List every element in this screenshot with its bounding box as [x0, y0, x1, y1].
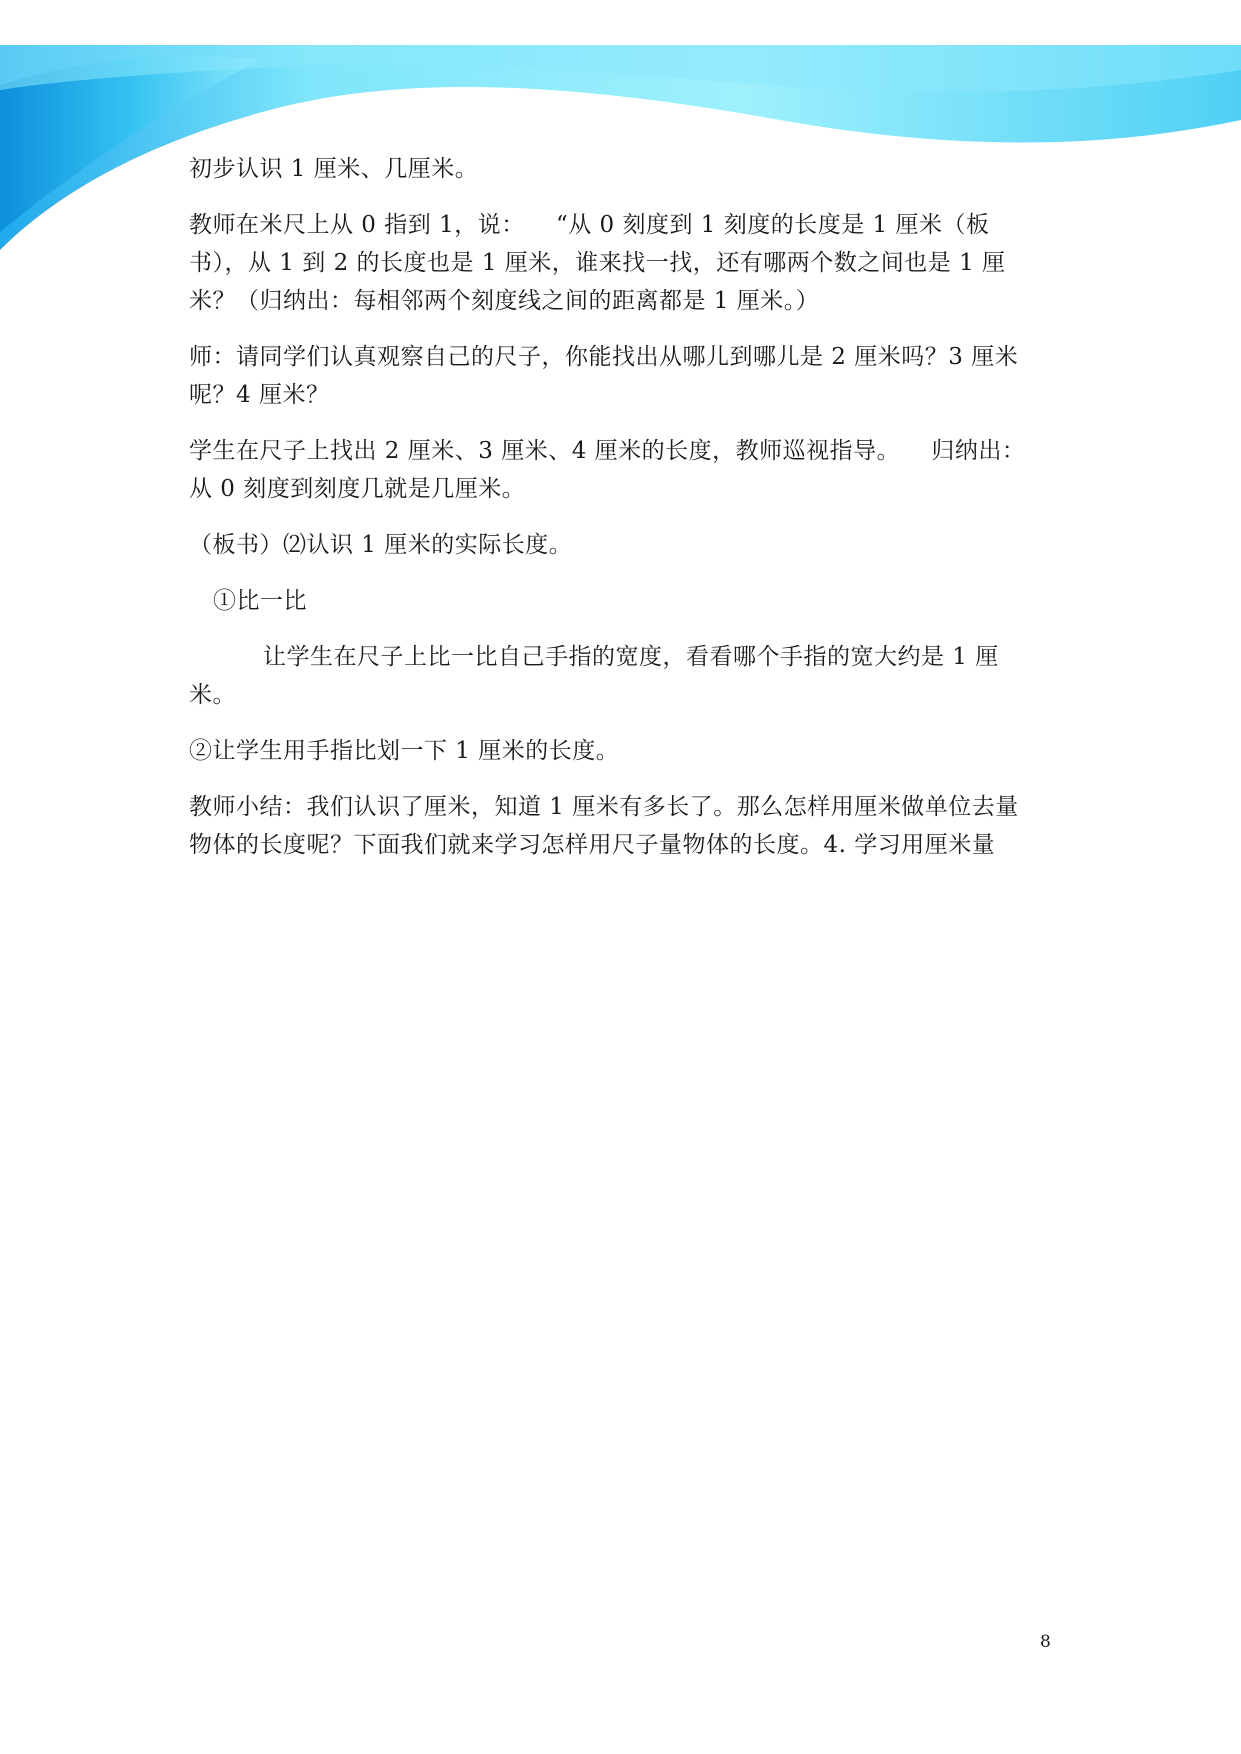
page-number: 8 — [1040, 1632, 1051, 1652]
document-body — [189, 150, 1039, 882]
paragraph: 教师在米尺上从 0 指到 1，说： “从 0 刻度到 1 刻度的长度是 1 厘米（板书），从 1 到 2 的长度也是 1 厘米，谁来找一找，还有哪两个数之间也是 1 厘米？（归纳出：每相邻两个刻度线之间的距离都是 1 厘米。） — [189, 212, 1006, 314]
paragraph: ①比一比 — [213, 588, 307, 614]
paragraph: 教师小结：我们认识了厘米，知道 1 厘米有多长了。那么怎样用厘米做单位去量物体的长度呢？下面我们就来学习怎样用尺子量物体的长度。4. 学习用厘米量 — [189, 794, 1019, 858]
paragraph: （板书）⑵认识 1 厘米的实际长度。 — [189, 532, 573, 558]
paragraph: 学生在尺子上找出 2 厘米、3 厘米、4 厘米的长度，教师巡视指导。 归纳出：从 0 刻度到刻度几就是几厘米。 — [189, 438, 1026, 502]
paragraph: 让学生在尺子上比一比自己手指的宽度，看看哪个手指的宽大约是 1 厘米。 — [189, 644, 999, 708]
paragraph: ②让学生用手指比划一下 1 厘米的长度。 — [189, 738, 620, 764]
paragraph: 初步认识 1 厘米、几厘米。 — [189, 156, 479, 182]
paragraph: 师：请同学们认真观察自己的尺子，你能找出从哪儿到哪儿是 2 厘米吗？3 厘米呢？4 厘米？ — [189, 344, 1019, 408]
